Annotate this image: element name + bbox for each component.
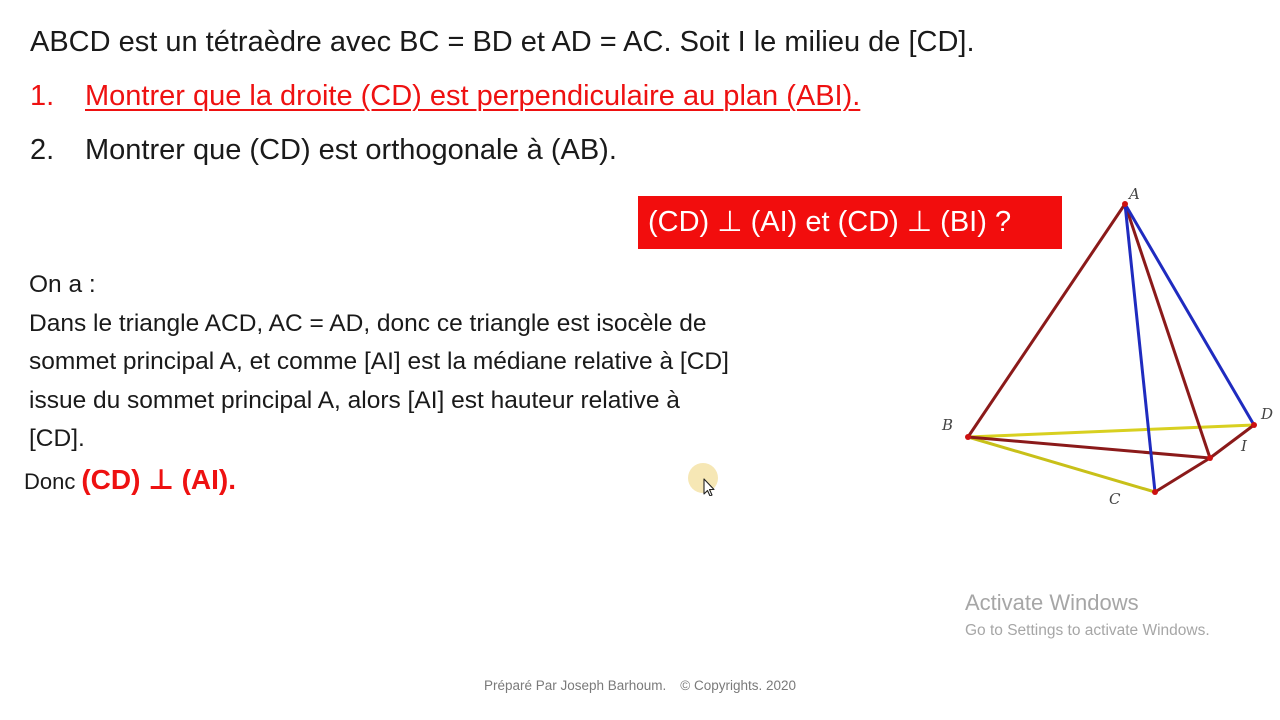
windows-activation-watermark bbox=[965, 590, 1210, 640]
proof-line: On a : bbox=[29, 271, 96, 298]
vertex-B bbox=[965, 434, 971, 440]
label-C: C bbox=[1109, 490, 1121, 508]
question-1 bbox=[30, 80, 860, 113]
conclusion-result: (CD) ⊥ (AI). bbox=[81, 464, 237, 495]
proof-line: [CD]. bbox=[29, 425, 85, 452]
label-A: A bbox=[1129, 185, 1140, 203]
conclusion-prefix: Donc bbox=[24, 469, 76, 494]
label-I: I bbox=[1241, 437, 1247, 455]
watermark-title: Activate Windows bbox=[965, 590, 1139, 615]
label-B: B bbox=[942, 416, 954, 434]
question-2 bbox=[30, 134, 617, 167]
mouse-cursor-icon bbox=[686, 462, 720, 496]
edge-BD bbox=[968, 425, 1254, 437]
question-2-text: Montrer que (CD) est orthogonale à (AB). bbox=[85, 134, 617, 166]
watermark-subtitle: Go to Settings to activate Windows. bbox=[965, 622, 1210, 639]
edge-CD-right bbox=[1210, 425, 1254, 458]
hint-box: (CD) ⊥ (AI) et (CD) ⊥ (BI) ? bbox=[638, 196, 1062, 249]
vertex-D bbox=[1251, 422, 1257, 428]
proof-text bbox=[29, 266, 729, 459]
point-I bbox=[1207, 455, 1213, 461]
footer bbox=[0, 678, 1280, 693]
footer-author: Préparé Par Joseph Barhoum. bbox=[483, 678, 667, 693]
question-2-number: 2. bbox=[30, 134, 55, 166]
footer-copyright: © Copyrights. 2020 bbox=[680, 678, 797, 693]
proof-line: issue du sommet principal A, alors [AI] est hauteur relative à bbox=[29, 386, 680, 414]
question-1-number: 1. bbox=[30, 80, 55, 112]
question-1-text: Montrer que la droite (CD) est perpendiculaire au plan (ABI). bbox=[85, 80, 861, 112]
label-D: D bbox=[1261, 405, 1274, 423]
conclusion bbox=[24, 463, 236, 496]
edge-CD-left bbox=[1155, 458, 1210, 492]
edge-AB bbox=[968, 204, 1125, 437]
vertex-C bbox=[1152, 489, 1158, 495]
proof-line: Dans le triangle ACD, AC = AD, donc ce triangle est isocèle de bbox=[29, 309, 707, 337]
tetrahedron-figure bbox=[930, 180, 1280, 510]
vertex-A bbox=[1122, 201, 1128, 207]
proof-line: sommet principal A, et comme [AI] est la médiane relative à [CD] bbox=[29, 348, 729, 375]
problem-statement: ABCD est un tétraèdre avec BC = BD et AD = AC. Soit I le milieu de [CD]. bbox=[30, 26, 975, 58]
